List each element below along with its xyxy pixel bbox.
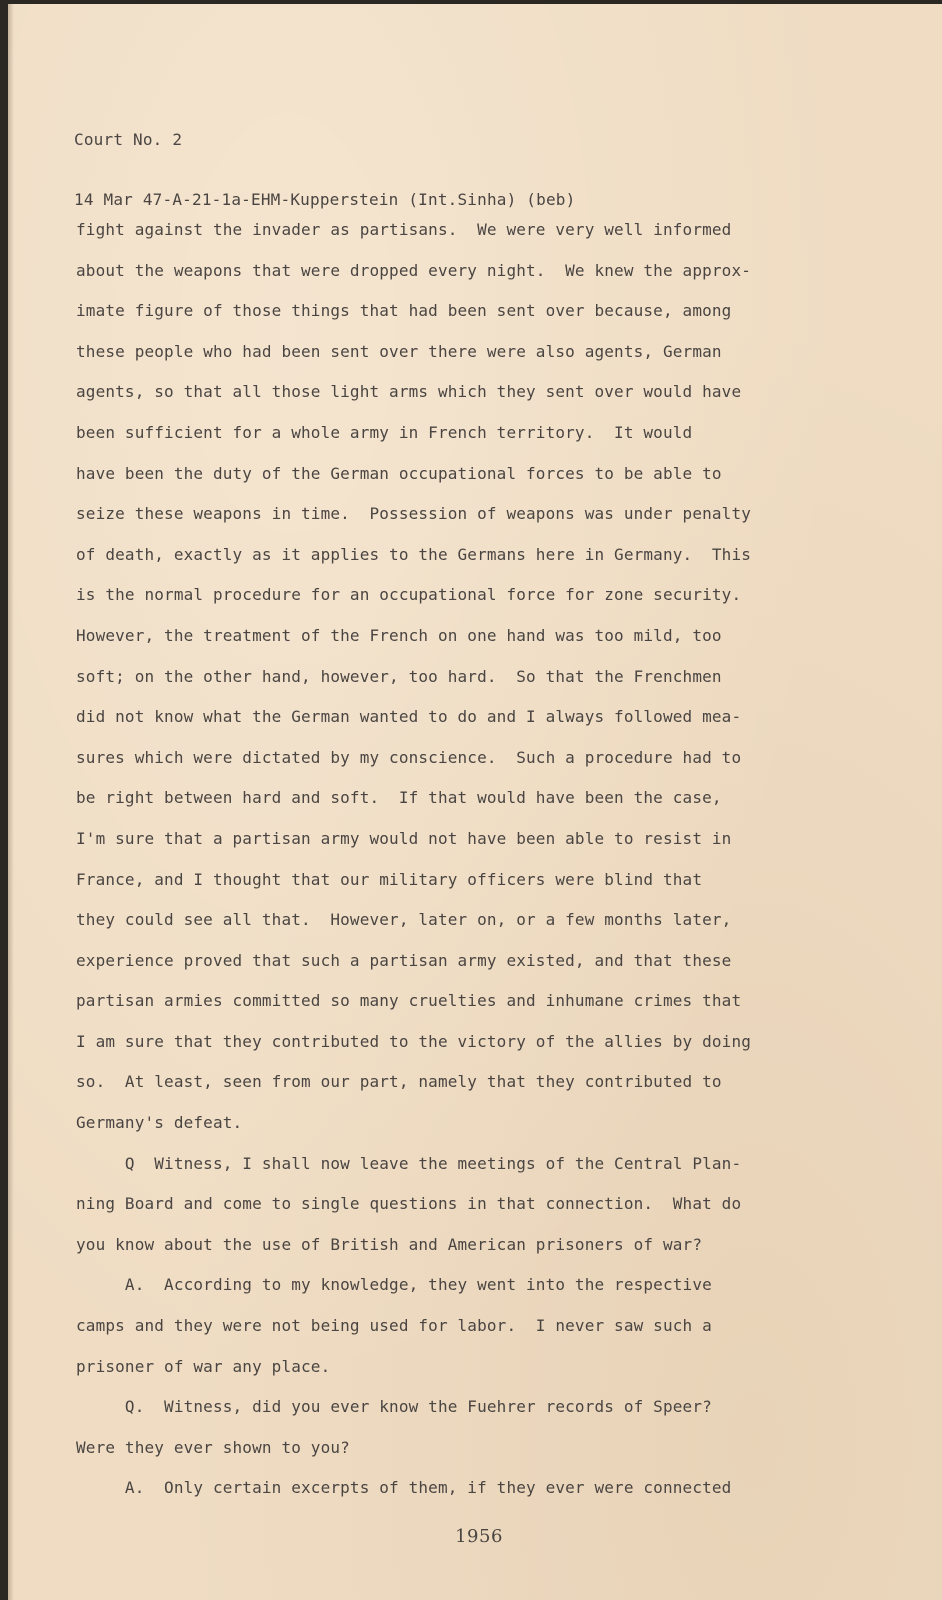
- page-number: 1956: [455, 1526, 503, 1547]
- transcript-line: so. At least, seen from our part, namely that they contributed to: [76, 1072, 722, 1092]
- transcript-line: I'm sure that a partisan army would not have been able to resist in: [76, 828, 732, 848]
- transcript-line: imate figure of those things that had been sent over because, among: [76, 301, 732, 321]
- transcript-line: they could see all that. However, later on, or a few months later,: [76, 910, 732, 930]
- transcript-line: these people who had been sent over there were also agents, German: [76, 341, 722, 361]
- transcript-line: fight against the invader as partisans. We were very well informed: [76, 220, 732, 239]
- transcript-line: be right between hard and soft. If that would have been the case,: [76, 788, 722, 808]
- transcript-page: [8, 4, 942, 1600]
- session-reference: 14 Mar 47-A-21-1a-EHM-Kupperstein (Int.Sinha) (beb): [74, 190, 576, 209]
- transcript-line: you know about the use of British and American prisoners of war?: [76, 1234, 703, 1254]
- transcript-line: about the weapons that were dropped every night. We knew the approx-: [76, 260, 752, 280]
- transcript-line: agents, so that all those light arms which they sent over would have: [76, 382, 742, 402]
- transcript-body: [76, 210, 796, 1509]
- question-line: Q Witness, I shall now leave the meetings of the Central Plan-: [76, 1153, 742, 1173]
- transcript-line: sures which were dictated by my conscience. Such a procedure had to: [76, 747, 742, 767]
- transcript-line: camps and they were not being used for labor. I never saw such a: [76, 1316, 712, 1336]
- transcript-line: partisan armies committed so many cruelties and inhumane crimes that: [76, 991, 742, 1011]
- transcript-line: been sufficient for a whole army in French territory. It would: [76, 422, 693, 442]
- transcript-line: have been the duty of the German occupational forces to be able to: [76, 463, 722, 483]
- transcript-line: is the normal procedure for an occupational force for zone security.: [76, 585, 742, 605]
- transcript-line: soft; on the other hand, however, too hard. So that the Frenchmen: [76, 666, 722, 686]
- page-edge-shadow: [8, 4, 14, 1600]
- transcript-line: Germany's defeat.: [76, 1113, 243, 1133]
- transcript-line: did not know what the German wanted to do and I always followed mea-: [76, 707, 742, 727]
- court-number: Court No. 2: [74, 130, 183, 149]
- transcript-line: of death, exactly as it applies to the Germans here in Germany. This: [76, 544, 752, 564]
- answer-line: A. According to my knowledge, they went into the respective: [76, 1275, 712, 1295]
- transcript-line: I am sure that they contributed to the victory of the allies by doing: [76, 1031, 752, 1051]
- transcript-line: experience proved that such a partisan army existed, and that these: [76, 950, 732, 970]
- transcript-line: ning Board and come to single questions in that connection. What do: [76, 1194, 742, 1214]
- answer-line: A. Only certain excerpts of them, if they ever were connected: [76, 1478, 732, 1498]
- question-line: Q. Witness, did you ever know the Fuehrer records of Speer?: [76, 1397, 712, 1417]
- transcript-line: Were they ever shown to you?: [76, 1437, 350, 1457]
- transcript-line: prisoner of war any place.: [76, 1356, 331, 1376]
- transcript-line: seize these weapons in time. Possession of weapons was under penalty: [76, 504, 752, 524]
- transcript-line: However, the treatment of the French on one hand was too mild, too: [76, 625, 722, 645]
- transcript-line: France, and I thought that our military officers were blind that: [76, 869, 703, 889]
